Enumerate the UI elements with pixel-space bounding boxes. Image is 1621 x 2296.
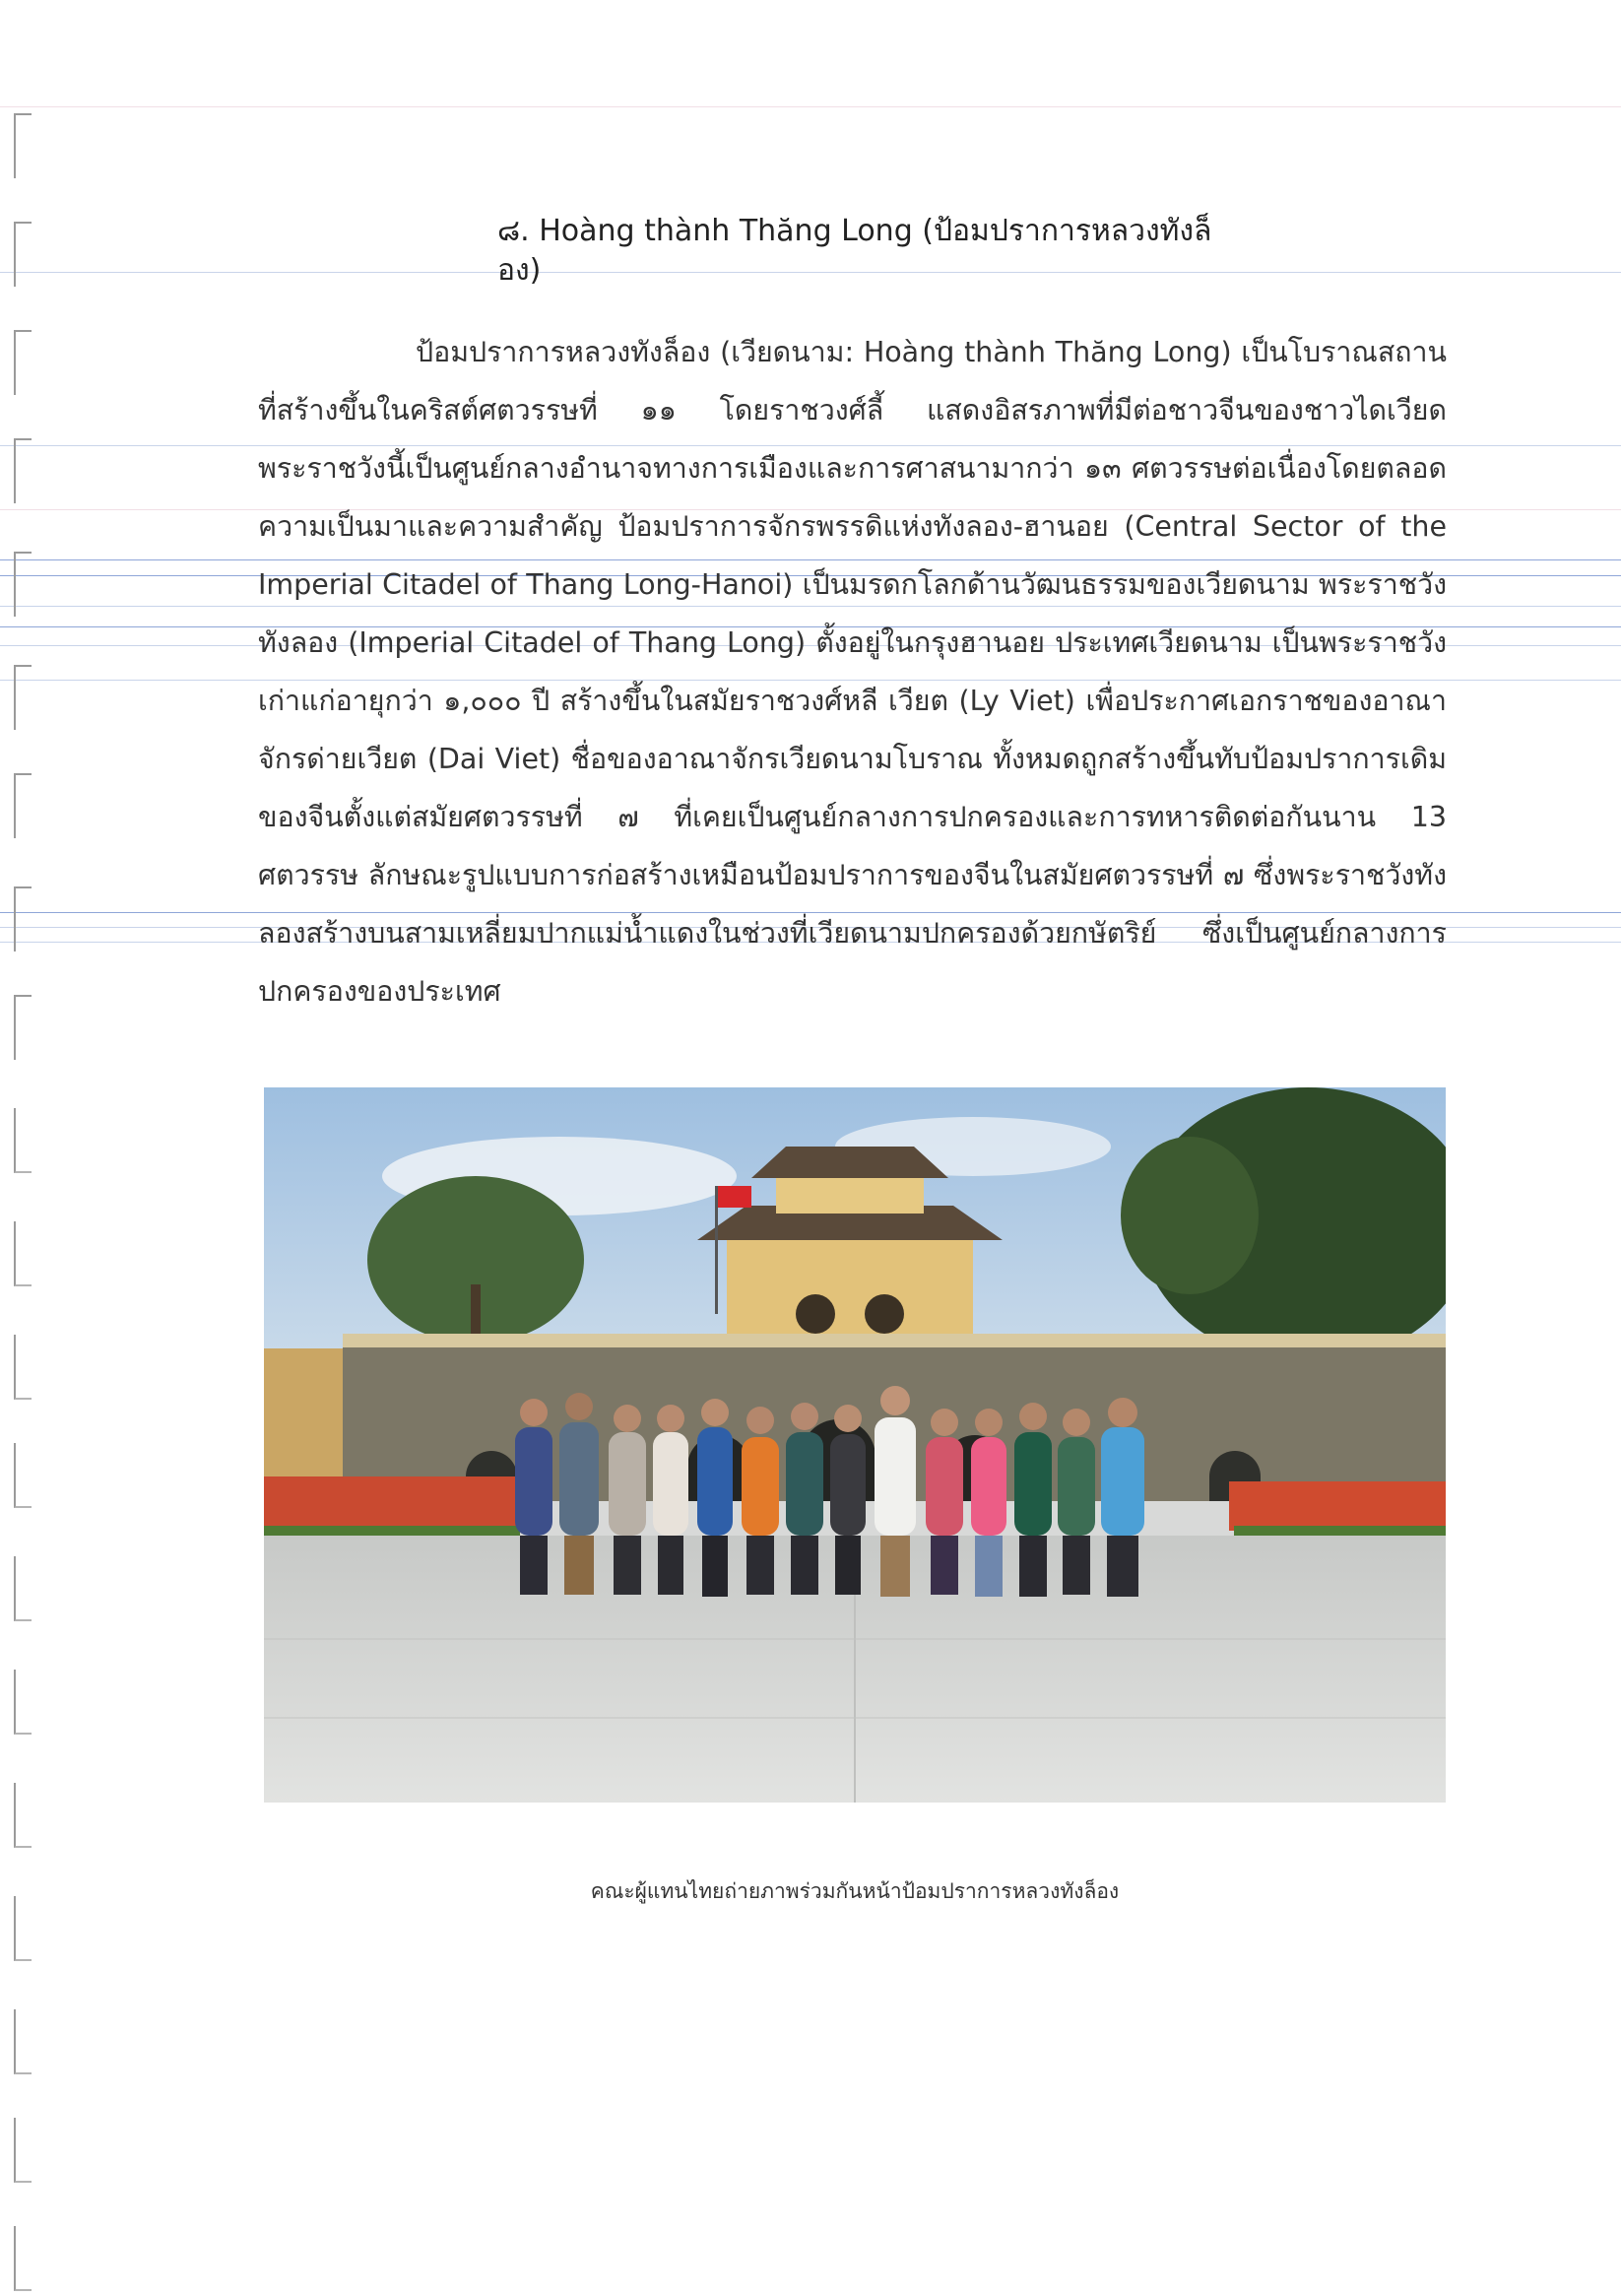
binding-hole — [14, 2009, 32, 2074]
body-paragraph-block — [258, 323, 1447, 1020]
binding-hole — [14, 2118, 32, 2183]
binding-hole — [14, 1443, 32, 1508]
photo-caption: คณะผู้แทนไทยถ่ายภาพร่วมกันหน้าป้อมปราการหลวงทังล็อง — [590, 1879, 1120, 1903]
binding-hole — [14, 773, 32, 838]
flower-bed — [1229, 1481, 1446, 1531]
body-paragraph: ป้อมปราการหลวงทังล็อง (เวียดนาม: Hoàng thành Thăng Long) เป็นโบราณสถานที่สร้างขึ้นในคริสต์ศตวรรษที่ ๑๑ โดยราชวงศ์ลี้ แสดงอิสรภาพที่มีต่อชาวจีนของชาวไดเวียด พระราชวังนี้เป็นศูนย์กลางอำนาจทางการเมืองและการศาสนามากว่า ๑๓ ศตวรรษต่อเนื่องโดยตลอด ความเป็นมาและความสำคัญ ป้อมปราการจักรพรรดิแห่งทังลอง-ฮานอย (Central Sector of the Imperial Citadel of Thang Long-Hanoi) เป็นมรดกโลกด้านวัฒนธรรมของเวียดนาม พระราชวังทังลอง (Imperial Citadel of Thang Long) ตั้งอยู่ในกรุงฮานอย ประเทศเวียดนาม เป็นพระราชวังเก่าแก่อายุกว่า ๑,๐๐๐ ปี สร้างขึ้นในสมัยราชวงศ์หลี เวียต (Ly Viet) เพื่อประกาศเอกราชของอาณาจักรด่ายเวียต (Dai Viet) ชื่อของอาณาจักรเวียดนามโบราณ ทั้งหมดถูกสร้างขึ้นทับป้อมปราการเดิมของจีนตั้งแต่สมัยศตวรรษที่ ๗ ที่เคยเป็นศูนย์กลางการปกครองและการทหารติดต่อกันนาน 13 ศตวรรษ ลักษณะรูปแบบการก่อสร้างเหมือนป้อมปราการของจีนในสมัยศตวรรษที่ ๗ ซึ่งพระราชวังทังลองสร้างบนสามเหลี่ยมปากแม่น้ำแดงในช่วงที่เวียดนามปกครองด้วยกษัตริย์ ซึ่งเป็นศูนย์กลางการปกครองของประเทศ — [258, 336, 1447, 1008]
binding-hole — [14, 1783, 32, 1848]
section-heading: ๘. Hoàng thành Thăng Long (ป้อมปราการหลวงทังล็อง) — [497, 214, 1212, 288]
binding-hole — [14, 1556, 32, 1621]
binding-hole — [14, 1108, 32, 1173]
binding-hole — [14, 1670, 32, 1735]
flower-bed — [264, 1476, 530, 1531]
binding-hole — [14, 886, 32, 951]
citadel-group-photo — [264, 1087, 1446, 1803]
binding-hole — [14, 1221, 32, 1286]
binding-hole — [14, 438, 32, 503]
scan-line — [0, 106, 1621, 107]
binding-hole — [14, 1335, 32, 1400]
photo-illustration — [264, 1087, 1446, 1803]
binding-hole — [14, 2226, 32, 2291]
binding-hole — [14, 665, 32, 730]
gate-tower — [727, 1235, 973, 1334]
binding-edge — [0, 0, 59, 2296]
binding-hole — [14, 113, 32, 178]
binding-hole — [14, 1896, 32, 1961]
binding-hole — [14, 330, 32, 395]
binding-hole — [14, 552, 32, 617]
flag — [718, 1186, 751, 1208]
binding-hole — [14, 222, 32, 287]
binding-hole — [14, 995, 32, 1060]
